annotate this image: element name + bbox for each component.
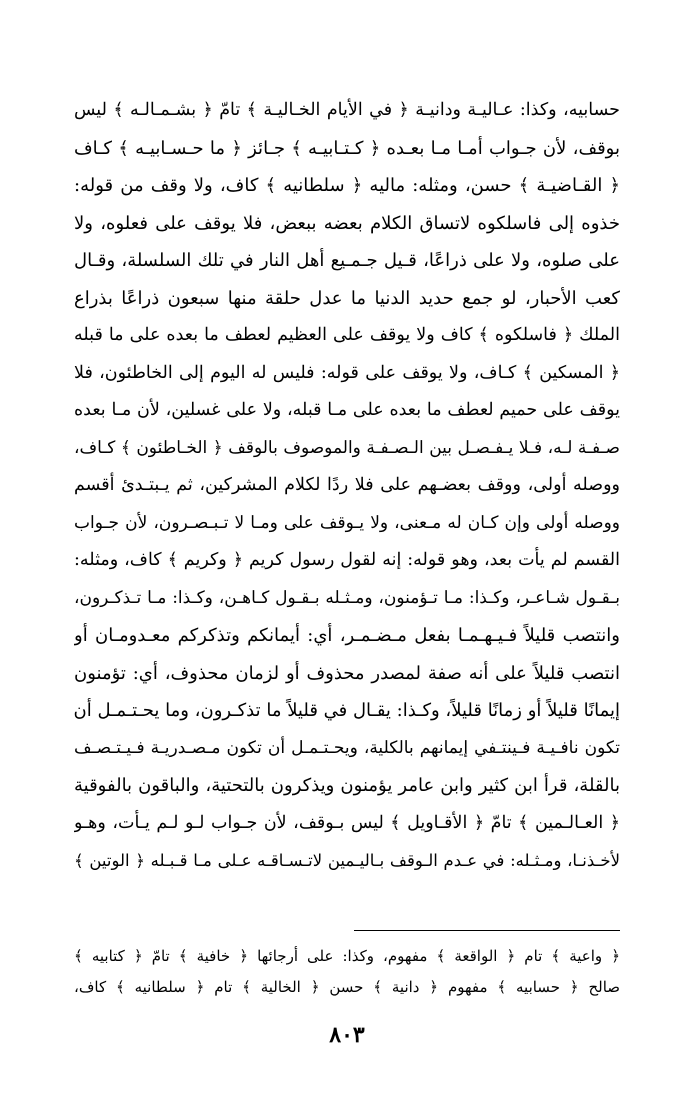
page-number: ٨٠٣ bbox=[329, 1022, 365, 1048]
footnotes-block bbox=[74, 941, 620, 1003]
text-line: على صلوه، ولا على ذراعًا، قـيل جـمـيع أهل النار في تلك السلسلة، وقـال bbox=[74, 250, 620, 271]
main-text-block bbox=[74, 92, 620, 880]
text-line: تكون نافـيـة فـينتـفي إيمانهم بالكلية، ويحـتـمـل أن تكون مـصـدريـة فـيـتـصـف bbox=[74, 737, 620, 758]
text-line: بالقلة، قرأ ابن كثير وابن عامر يؤمنون ويذكرون بالتحتية، والباقون بالفوقية bbox=[74, 775, 620, 796]
text-line: صـفـة لـه، فـلا يـفـصـل بين الـصـفـة والموصوف بالوقف ﴿ الخـاطئون ﴾ كـاف، bbox=[74, 437, 620, 458]
text-line: انتصب قليلاً على أنه صفة لمصدر محذوف أو لزمان محذوف، أي: تؤمنون bbox=[74, 662, 620, 684]
text-line: الملك ﴿ فاسلكوه ﴾ كاف ولا يوقف على العظيم لعطف ما بعده على ما قبله bbox=[74, 325, 620, 345]
text-line: القسم لم يأت بعد، وهو قوله: إنه لقول رسول كريم ﴿ وكريم ﴾ كاف، ومثله: bbox=[74, 550, 620, 570]
footnote-divider bbox=[354, 930, 620, 931]
text-line: ووصله أولى وإن كـان له مـعنى، ولا يـوقف على ومـا لا تـبـصـرون، لأن جـواب bbox=[74, 512, 620, 533]
text-line: إيمانًا قليلاً أو زمانًا قليلاً، وكـذا: يقـال في قليلاً ما تذكـرون، وما يحـتـمـل أن bbox=[74, 700, 620, 721]
text-line: خذوه إلى فاسلكوه لاتساق الكلام بعضه ببعض، فلا يوقف على فعلوه، ولا bbox=[74, 212, 620, 234]
text-line: ﴿ القـاضيـة ﴾ حسن، ومثله: ماليه ﴿ سلطانيه ﴾ كاف، ولا وقف من قوله: bbox=[74, 175, 620, 196]
text-line: لأخـذنـا، ومـثـله: في عـدم الـوقف بـاليـمين لاتـسـاقـه عـلى مـا قـبـله ﴿ الوتين ﴾ bbox=[74, 851, 620, 870]
text-line: حسابيه، وكذا: عـاليـة ودانيـة ﴿ في الأيام الخـاليـة ﴾ تامّ ﴿ بشـمـالـه ﴾ ليس bbox=[74, 100, 620, 120]
text-line: ووصله أولى، ووقف بعضـهم على فلا ردًا لكلام المشركين، ثم يـبتـدئ أقسم bbox=[74, 475, 620, 495]
text-line: وانتصب قليلاً فـيـهـمـا بفعل مـضـمـر، أي: أيمانكم وتذكركم معـدومـان أو bbox=[74, 625, 620, 646]
footnote-line: صالح ﴿ حسابيه ﴾ مفهوم ﴿ دانية ﴾ حسن ﴿ الخالية ﴾ تام ﴿ سلطانيه ﴾ كاف، bbox=[74, 978, 620, 996]
text-line: بـقـول شـاعـر، وكـذا: مـا تـؤمنون، ومـثـله بـقـول كـاهـن، وكـذا: مـا تـذكـرون، bbox=[74, 587, 620, 608]
text-line: بوقف، لأن جـواب أمـا مـا بعـده ﴿ كـتـابيـه ﴾ جـائز ﴿ ما حـسـابيـه ﴾ كـاف bbox=[74, 137, 620, 159]
text-line: يوقف على حميم لعطف ما بعده على مـا قبله، ولا على غسلين، لأن مـا بعده bbox=[74, 400, 620, 420]
text-line: ﴿ العـالـمين ﴾ تامّ ﴿ الأقـاويل ﴾ ليس بـوقف، لأن جـواب لـو لـم يـأت، وهـو bbox=[74, 812, 620, 833]
text-line: كعب الأحبار، لو جمع حديد الدنيا ما عدل حلقة منها سبعون ذراعًا بذراع bbox=[74, 287, 620, 309]
text-line: ﴿ المسكين ﴾ كـاف، ولا يوقف على قوله: فليس له اليوم إلى الخاطئون، فلا bbox=[74, 362, 620, 383]
footnote-line: ﴿ واعية ﴾ تام ﴿ الواقعة ﴾ مفهوم، وكذا: على أرجائها ﴿ خافية ﴾ تامّ ﴿ كتابيه ﴾ bbox=[74, 947, 620, 965]
